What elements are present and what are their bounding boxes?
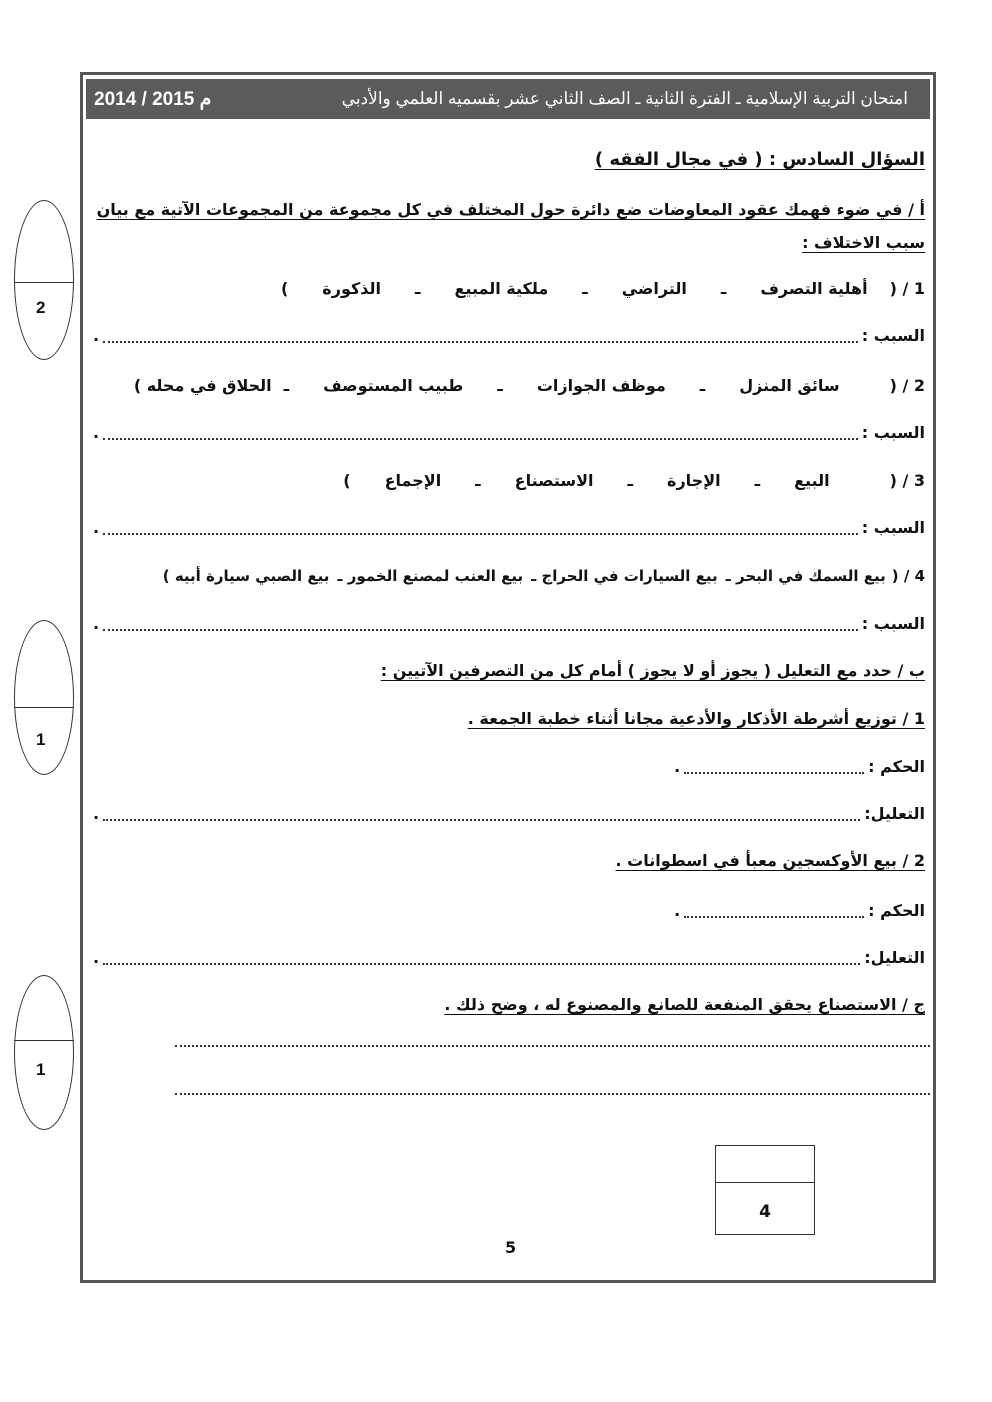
- total-score: 4: [759, 1202, 771, 1222]
- part-c-answer-line-1[interactable]: [175, 1045, 930, 1047]
- paren: ): [280, 279, 289, 298]
- reason-answer-line[interactable]: [103, 426, 858, 440]
- option[interactable]: طبيب المستوصف: [323, 376, 464, 395]
- end-mark: .: [93, 326, 100, 345]
- option[interactable]: موظف الجوازات: [536, 376, 666, 395]
- score-b: 1: [36, 730, 46, 749]
- end-mark: .: [674, 757, 681, 776]
- option[interactable]: الحلاق في محله ): [133, 376, 272, 395]
- reason-answer-line[interactable]: [103, 617, 858, 631]
- separator: ـ: [699, 376, 706, 395]
- separator: ـ: [415, 279, 421, 298]
- separator: ـ: [754, 471, 761, 490]
- part-c-answer-line-2[interactable]: [175, 1093, 930, 1095]
- score-circle-divider: [14, 282, 74, 283]
- reason-answer-line[interactable]: [103, 521, 858, 535]
- score-circle-divider: [14, 1040, 74, 1041]
- reason-label: السبب :: [861, 423, 925, 442]
- option[interactable]: بيع السيارات في الحراج ـ: [531, 567, 718, 585]
- question-title: [93, 147, 925, 173]
- ruling-row-2: [93, 898, 925, 924]
- option[interactable]: بيع السمك في البحر ـ: [725, 567, 886, 585]
- reason-label: السبب :: [861, 326, 925, 345]
- reasoning-answer-line[interactable]: [103, 807, 860, 821]
- option[interactable]: الذكورة: [322, 279, 382, 298]
- reasoning-label: التعليل:: [864, 948, 925, 967]
- part-b-instruction: [93, 658, 925, 684]
- end-mark: .: [93, 614, 100, 633]
- part-b-item-2: [93, 848, 925, 874]
- option[interactable]: التراضي: [621, 279, 687, 298]
- ruling-label: الحكم :: [868, 757, 925, 776]
- option[interactable]: الإجماع: [384, 471, 442, 490]
- reason-row-4: [93, 611, 925, 637]
- group-number: 2 / (: [889, 376, 925, 395]
- page-number: 5: [505, 1238, 517, 1257]
- option[interactable]: أهلية التصرف: [760, 279, 868, 298]
- reason-label: السبب :: [861, 614, 925, 633]
- part-b-item-text: 1 / توزيع أشرطة الأذكار والأدعية مجانا أثناء خطبة الجمعة .: [467, 709, 925, 728]
- reasoning-row-2: [93, 945, 925, 971]
- option[interactable]: بيع الصبي سيارة أبيه ): [162, 567, 330, 585]
- total-score-box: [715, 1145, 815, 1235]
- ruling-answer-line[interactable]: [684, 904, 864, 918]
- group-number: 4 / (: [891, 567, 925, 585]
- score-box-divider: [716, 1182, 814, 1183]
- score-circle-divider: [14, 707, 74, 708]
- part-b-item-1: [93, 706, 925, 732]
- exam-page-frame: [80, 72, 936, 1283]
- end-mark: .: [93, 423, 100, 442]
- ruling-row-1: [93, 754, 925, 780]
- end-mark: .: [93, 804, 100, 823]
- group-1: [93, 276, 925, 302]
- group-number: 1 / (: [889, 279, 925, 298]
- separator: ـ: [582, 279, 588, 298]
- part-b-item-text: 2 / بيع الأوكسجين معبأ في اسطوانات .: [615, 851, 925, 870]
- separator: ـ: [627, 471, 634, 490]
- part-c-text: ج / الاستصناع يحقق المنفعة للصانع والمصنوع له ، وضح ذلك .: [444, 995, 925, 1014]
- reasoning-label: التعليل:: [864, 804, 925, 823]
- reasoning-answer-line[interactable]: [103, 951, 860, 965]
- question-title-text: السؤال السادس : ( في مجال الفقه ): [594, 149, 925, 170]
- part-a-instruction: [93, 197, 925, 223]
- score-circle-a: [14, 200, 74, 360]
- reason-label: السبب :: [861, 518, 925, 537]
- separator: ـ: [720, 279, 727, 298]
- reason-row-3: [93, 515, 925, 541]
- end-mark: .: [93, 518, 100, 537]
- part-a-line2: سبب الاختلاف :: [802, 233, 925, 252]
- ruling-label: الحكم :: [868, 901, 925, 920]
- option[interactable]: البيع: [794, 471, 830, 490]
- option[interactable]: سائق المنزل: [739, 376, 840, 395]
- score-circle-c: [14, 975, 74, 1130]
- score-c: 1: [36, 1060, 46, 1079]
- part-c-instruction: [93, 992, 925, 1018]
- exam-header: [86, 79, 930, 119]
- end-mark: .: [93, 948, 100, 967]
- exam-title: امتحان التربية الإسلامية ـ الفترة الثانية ـ الصف الثاني عشر بقسميه العلمي والأدبي: [341, 89, 908, 108]
- exam-year: 2014 / 2015 م: [94, 88, 212, 110]
- paren: ): [343, 471, 351, 490]
- part-b-text: ب / حدد مع التعليل ( يجوز أو لا يجوز ) أمام كل من التصرفين الآتيين :: [380, 661, 925, 680]
- separator: ـ: [283, 376, 290, 395]
- part-a-line1: أ / في ضوء فهمك عقود المعاوضات ضع دائرة حول المختلف في كل مجموعة من المجموعات الآتية مع بيان: [96, 200, 925, 219]
- reason-answer-line[interactable]: [103, 329, 858, 343]
- reasoning-row-1: [93, 801, 925, 827]
- score-a: 2: [36, 298, 46, 317]
- group-4: [93, 563, 925, 589]
- option[interactable]: الإجارة: [667, 471, 721, 490]
- option[interactable]: بيع العنب لمصنع الخمور ـ: [337, 567, 524, 585]
- reason-row-2: [93, 420, 925, 446]
- end-mark: .: [674, 901, 681, 920]
- option[interactable]: الاستصناع: [514, 471, 594, 490]
- score-circle-b: [14, 620, 74, 775]
- group-3: [93, 468, 925, 494]
- option[interactable]: ملكية المبيع: [454, 279, 549, 298]
- group-number: 3 / (: [889, 471, 925, 490]
- separator: ـ: [497, 376, 503, 395]
- ruling-answer-line[interactable]: [684, 760, 864, 774]
- separator: ـ: [475, 471, 481, 490]
- part-a-instruction-2: [93, 230, 925, 256]
- group-2: [93, 373, 925, 399]
- reason-row-1: [93, 323, 925, 349]
